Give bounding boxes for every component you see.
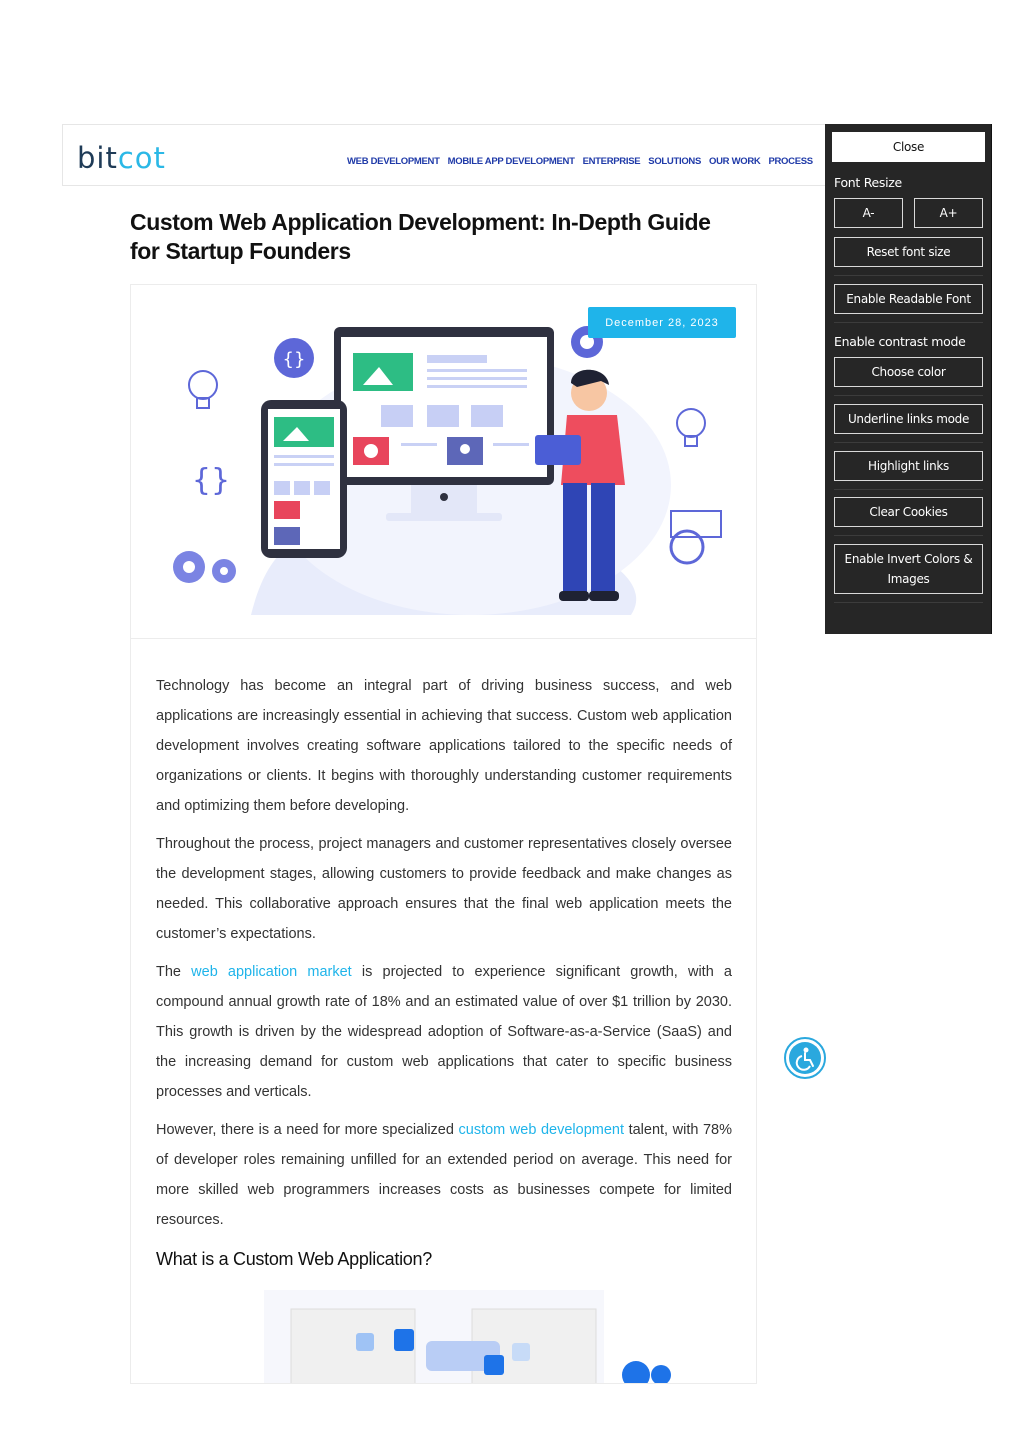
web-development-illustration	[131, 285, 756, 639]
panel-divider	[834, 602, 983, 603]
accessibility-toggle-button[interactable]	[784, 1037, 826, 1079]
panel-divider	[834, 275, 983, 276]
logo-text-part2: cot	[117, 141, 166, 175]
paragraph-market	[156, 957, 732, 1107]
panel-divider	[834, 489, 983, 490]
site-header	[62, 124, 826, 186]
panel-divider	[834, 395, 983, 396]
section-heading: What is a Custom Web Application?	[156, 1249, 432, 1269]
nav-process[interactable]: PROCESS	[768, 156, 813, 167]
paragraph-process: Throughout the process, project managers and customer representatives closely oversee the development stages, allowing customers to provide feedback and make changes as needed. This collaborative approach ensures that the final web application meets the customer’s expectations.	[156, 836, 732, 942]
contrast-mode-heading: Enable contrast mode	[834, 334, 966, 349]
bitcot-logo[interactable]	[77, 141, 166, 175]
nav-solutions[interactable]: SOLUTIONS	[648, 156, 702, 167]
logo-text-part1: bit	[77, 141, 118, 175]
hero-illustration	[131, 285, 756, 639]
font-decrease-button[interactable]: A-	[834, 198, 903, 228]
panel-divider	[834, 535, 983, 536]
svg-text:{}: {}	[282, 349, 306, 370]
post-date-badge: December 28, 2023	[588, 307, 736, 338]
nav-mobile-app-development[interactable]: MOBILE APP DEVELOPMENT	[447, 156, 575, 167]
paragraph-market-start: The	[156, 964, 192, 980]
nav-web-development[interactable]: WEB DEVELOPMENT	[347, 156, 440, 167]
panel-divider	[834, 442, 983, 443]
nav-our-work[interactable]: OUR WORK	[709, 156, 761, 167]
accessibility-icon	[788, 1041, 822, 1075]
choose-color-button[interactable]: Choose color	[834, 357, 983, 387]
underline-links-button[interactable]: Underline links mode	[834, 404, 983, 434]
main-nav	[347, 156, 813, 167]
reset-font-size-button[interactable]: Reset font size	[834, 237, 983, 267]
custom-web-application-illustration	[156, 1285, 732, 1384]
font-increase-button[interactable]: A+	[914, 198, 983, 228]
panel-divider	[834, 322, 983, 323]
web-application-market-link[interactable]: web application market	[191, 964, 352, 980]
paragraph-market-end: is projected to experience significant growth, with a compound annual growth rate of 18% and an estimated value of over $1 trillion by 2030. This growth is driven by the widespread adoption of Software-as-a-Service (SaaS) and the increasing demand for custom web applications that cater to specific business processes and verticals.	[156, 964, 732, 1100]
close-button[interactable]: Close	[832, 132, 985, 162]
svg-text:{}: {}	[191, 463, 231, 498]
post-title: Custom Web Application Development: In-Depth Guide for Startup Founders	[130, 209, 711, 264]
highlight-links-button[interactable]: Highlight links	[834, 451, 983, 481]
nav-enterprise[interactable]: ENTERPRISE	[582, 156, 641, 167]
paragraph-talent	[156, 1115, 732, 1235]
custom-web-development-link[interactable]: custom web development	[458, 1122, 624, 1138]
post-card	[130, 284, 757, 1384]
post-content	[156, 671, 732, 1270]
font-resize-heading: Font Resize	[834, 175, 902, 190]
accessibility-panel	[825, 124, 992, 634]
paragraph-talent-end: talent, with 78% of developer roles remaining unfilled for an extended period on average. This need for more skilled web programmers increases costs as businesses compete for limited resources.	[156, 1122, 732, 1228]
clear-cookies-button[interactable]: Clear Cookies	[834, 497, 983, 527]
paragraph-talent-start: However, there is a need for more specialized	[156, 1122, 459, 1138]
enable-readable-font-button[interactable]: Enable Readable Font	[834, 284, 983, 314]
invert-colors-button[interactable]: Enable Invert Colors & Images	[834, 544, 983, 594]
paragraph-intro: Technology has become an integral part of driving business success, and web applications are increasingly essential in achieving that success. Custom web application development involves creating software applications tailored to the specific needs of organizations or clients. It begins with thoroughly understanding customer requirements and optimizing them before developing.	[156, 678, 732, 814]
